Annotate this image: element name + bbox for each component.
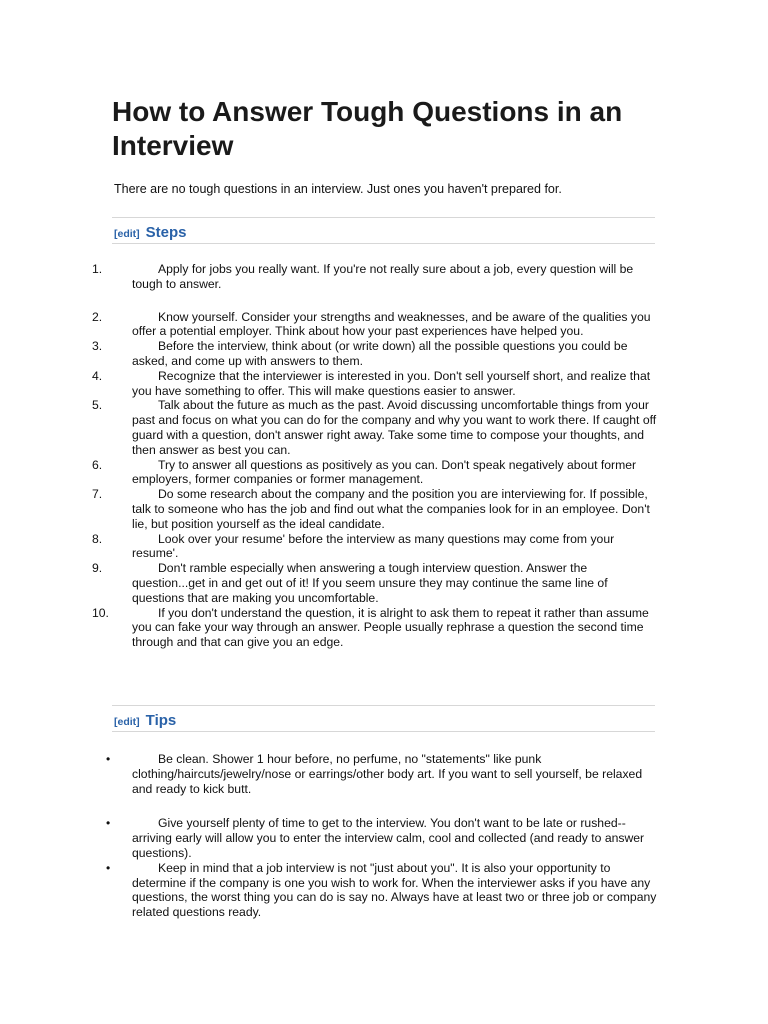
section-divider-top: [112, 217, 655, 218]
list-item: [92, 561, 657, 605]
tip-text: Be clean. Shower 1 hour before, no perfume, no "statements" like punk clothing/haircuts/jewelry/nose or earrings/other body art. If you want to sell yourself, be relaxed and ready to kick butt.: [132, 752, 643, 796]
step-text: Look over your resume' before the interview as many questions may come from your resume'.: [132, 531, 615, 561]
tip-text: Give yourself plenty of time to get to the interview. You don't want to be late or rushed--arriving early will allow you to enter the interview calm, cool and collected (and ready to answer questions).: [132, 816, 645, 860]
steps-list: [92, 262, 657, 650]
list-item: [92, 262, 657, 292]
list-item: [106, 816, 657, 860]
list-item: [92, 531, 657, 562]
list-number: 5.: [92, 398, 103, 413]
edit-link-tips[interactable]: [edit]: [114, 716, 140, 728]
step-text: If you don't understand the question, it is alright to ask them to repeat it rather than assume you can fake your way through an answer. People usually rephrase a question the second time through and that can give you an edge.: [132, 605, 649, 650]
step-text: Do some research about the company and the position you are interviewing for. If possible, talk to someone who has the job and find out what the companies look for in an employee. Don't lie, but position yourself as the ideal candidate.: [132, 487, 650, 531]
list-item: [92, 339, 657, 369]
section-header-tips: [114, 712, 176, 732]
list-item: [106, 860, 657, 920]
edit-link-steps[interactable]: [edit]: [114, 228, 140, 240]
list-item: [92, 368, 657, 399]
list-number: 7.: [92, 487, 103, 502]
tip-text: Keep in mind that a job interview is not "just about you". It is also your opportunity to determine if the company is one you wish to work for. When the interviewer asks if you have any questions, the worst thing you can do is say no. Always have at least two or three job or company related questions ready.: [132, 860, 657, 920]
bullet: •: [106, 816, 111, 831]
list-item: [92, 457, 657, 488]
bullet: •: [106, 752, 111, 766]
step-text: Talk about the future as much as the past. Avoid discussing uncomfortable things from your past and focus on what you can do for the company and why you want to work there. If caught off guard with a question, don't answer right away. Take some time to compose your thoughts, and then answer as best you can.: [132, 398, 657, 457]
bullet: •: [106, 860, 111, 875]
list-number: 2.: [92, 309, 103, 324]
list-number: 4.: [92, 368, 103, 383]
section-divider-bottom: [112, 243, 655, 244]
step-text: Don't ramble especially when answering a tough interview question. Answer the question...get in and get out of it! If you seem unsure they may continue the same line of questions that are making you uncomfortable.: [132, 561, 608, 605]
page-title: How to Answer Tough Questions in an Interview: [112, 96, 623, 161]
section-header-steps: [114, 224, 187, 244]
intro-text: There are no tough questions in an interview. Just ones you haven't prepared for.: [114, 182, 562, 196]
step-text: Know yourself. Consider your strengths and weaknesses, and be aware of the qualities you offer a potential employer. Think about how your past experiences have helped you.: [132, 309, 651, 339]
list-number: 9.: [92, 561, 103, 576]
step-text: Recognize that the interviewer is interested in you. Don't sell yourself short, and realize that you have something to offer. This will make questions easier to answer.: [132, 368, 651, 398]
list-number: 6.: [92, 457, 103, 472]
section-divider-top: [112, 705, 655, 706]
section-divider-bottom: [112, 731, 655, 732]
tips-list: [106, 752, 657, 920]
list-item: [92, 309, 657, 340]
list-number: 10.: [92, 605, 109, 620]
list-item: [92, 605, 657, 650]
step-text: Try to answer all questions as positively as you can. Don't speak negatively about former employers, former companies or former management.: [132, 457, 637, 487]
list-number: 1.: [92, 262, 103, 276]
list-item: [92, 398, 657, 457]
section-title-steps: Steps: [145, 224, 187, 241]
list-number: 8.: [92, 531, 103, 546]
list-item: [106, 752, 657, 796]
step-text: Before the interview, think about (or write down) all the possible questions you could be asked, and come up with answers to them.: [132, 339, 628, 368]
section-title-tips: Tips: [145, 712, 177, 729]
list-item: [92, 487, 657, 531]
step-text: Apply for jobs you really want. If you're not really sure about a job, every question will be tough to answer.: [132, 262, 634, 291]
list-number: 3.: [92, 339, 103, 354]
